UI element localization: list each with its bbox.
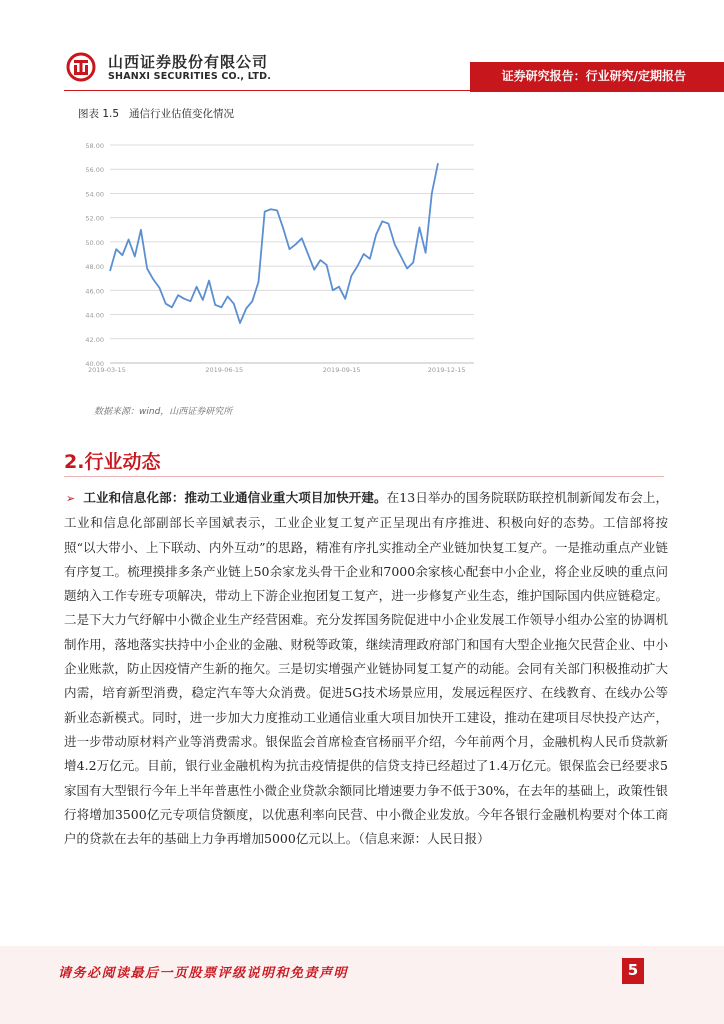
news-paragraph <box>64 486 668 851</box>
x-tick-label: 2019-12-15 <box>427 366 466 374</box>
valuation-line-chart <box>70 128 510 388</box>
section-title: 2.行业动态 <box>64 451 161 473</box>
figure-number: 图表 1.5 <box>78 108 120 120</box>
y-tick-label: 46.00 <box>85 287 104 296</box>
y-tick-label: 54.00 <box>85 190 104 199</box>
report-type-label: 证券研究报告：行业研究/定期报告 <box>501 69 686 83</box>
y-tick-label: 42.00 <box>85 335 104 344</box>
x-tick-label: 2019-06-15 <box>205 366 244 374</box>
y-tick-label: 48.00 <box>85 263 104 272</box>
y-tick-label: 44.00 <box>85 311 104 320</box>
company-name-cn: 山西证券股份有限公司 <box>108 53 269 71</box>
y-tick-label: 56.00 <box>85 166 104 175</box>
y-tick-label: 58.00 <box>85 142 104 150</box>
shanxi-securities-logo-icon <box>66 52 96 82</box>
paragraph-lead: 工业和信息化部：推动工业通信业重大项目加快开建。 <box>83 490 387 505</box>
x-tick-label: 2019-09-15 <box>322 366 361 374</box>
footer-band <box>0 946 724 1024</box>
figure-source: 数据来源：wind，山西证券研究所 <box>94 407 233 417</box>
y-tick-label: 40.00 <box>85 360 104 368</box>
report-header <box>0 0 724 92</box>
paragraph-body: 在13日举办的国务院联防联控机制新闻发布会上，工业和信息化部副部长辛国斌表示，工业企业复工复产正呈现出有序推进、积极向好的态势。工信部将按照“以大带小、上下联动、内外互动”的思路，精准有序扎实推动全产业链加快复工复产。一是推动重点产业链有序复工。梳理摸排多条产业链上50余家龙头骨干企业和7000余家核心配套中小企业，将企业反映的重点问题纳入工作专班专项解决，带动上下游企业抱团复工复产，进一步修复产业生态，维护国际国内供应链稳定。二是下大力气纾解中小微企业生产经营困难。充分发挥国务院促进中小企业发展工作领导小组办公室的协调机制作用，落地落实扶持中小企业的金融、财税等政策，继续清理政府部门和国有大型企业拖欠民营企业、中小企业账款，防止因疫情产生新的拖欠。三是切实增强产业链协同复工复产的动能。会同有关部门积极推动扩大内需，培育新型消费，稳定汽车等大众消费。促进5G技术场景应用，发展远程医疗、在线教育、在线办公等新业态新模式。同时，进一步加大力度推动工业通信业重大项目加快开工建设，推动在建项目尽快投产达产，进一步带动原材料产业等消费需求。银保监会首席检查官杨丽平介绍，今年前两个月，金融机构人民币贷款新增4.2万亿元。目前，银行业金融机构为抗击疫情提供的信贷支持已经超过了1.4万亿元。银保监会已经要求5家国有大型银行今年上半年普惠性小微企业贷款余额同比增速要力争不低于30%，在去年的基础上，政策性银行将增加3500亿元专项信贷额度，以优惠利率向民营、中小微企业发放。今年各银行金融机构要对个体工商户的贷款在去年的基础上力争再增加5000亿元以上。（信息来源：人民日报） <box>64 490 668 847</box>
y-tick-label: 50.00 <box>85 238 104 247</box>
x-tick-label: 2019-03-15 <box>88 366 126 374</box>
section-divider <box>64 476 664 477</box>
footer-disclaimer: 请务必阅读最后一页股票评级说明和免责声明 <box>58 966 349 981</box>
figure-caption <box>78 106 234 121</box>
figure-title: 通信行业估值变化情况 <box>129 108 235 120</box>
series-line <box>110 163 438 323</box>
header-divider <box>64 90 664 91</box>
bullet-arrow-icon: ➢ <box>66 492 76 505</box>
y-tick-label: 52.00 <box>85 214 104 223</box>
company-name-en: SHANXI SECURITIES CO., LTD. <box>108 71 272 82</box>
page-number: 5 <box>627 961 639 979</box>
